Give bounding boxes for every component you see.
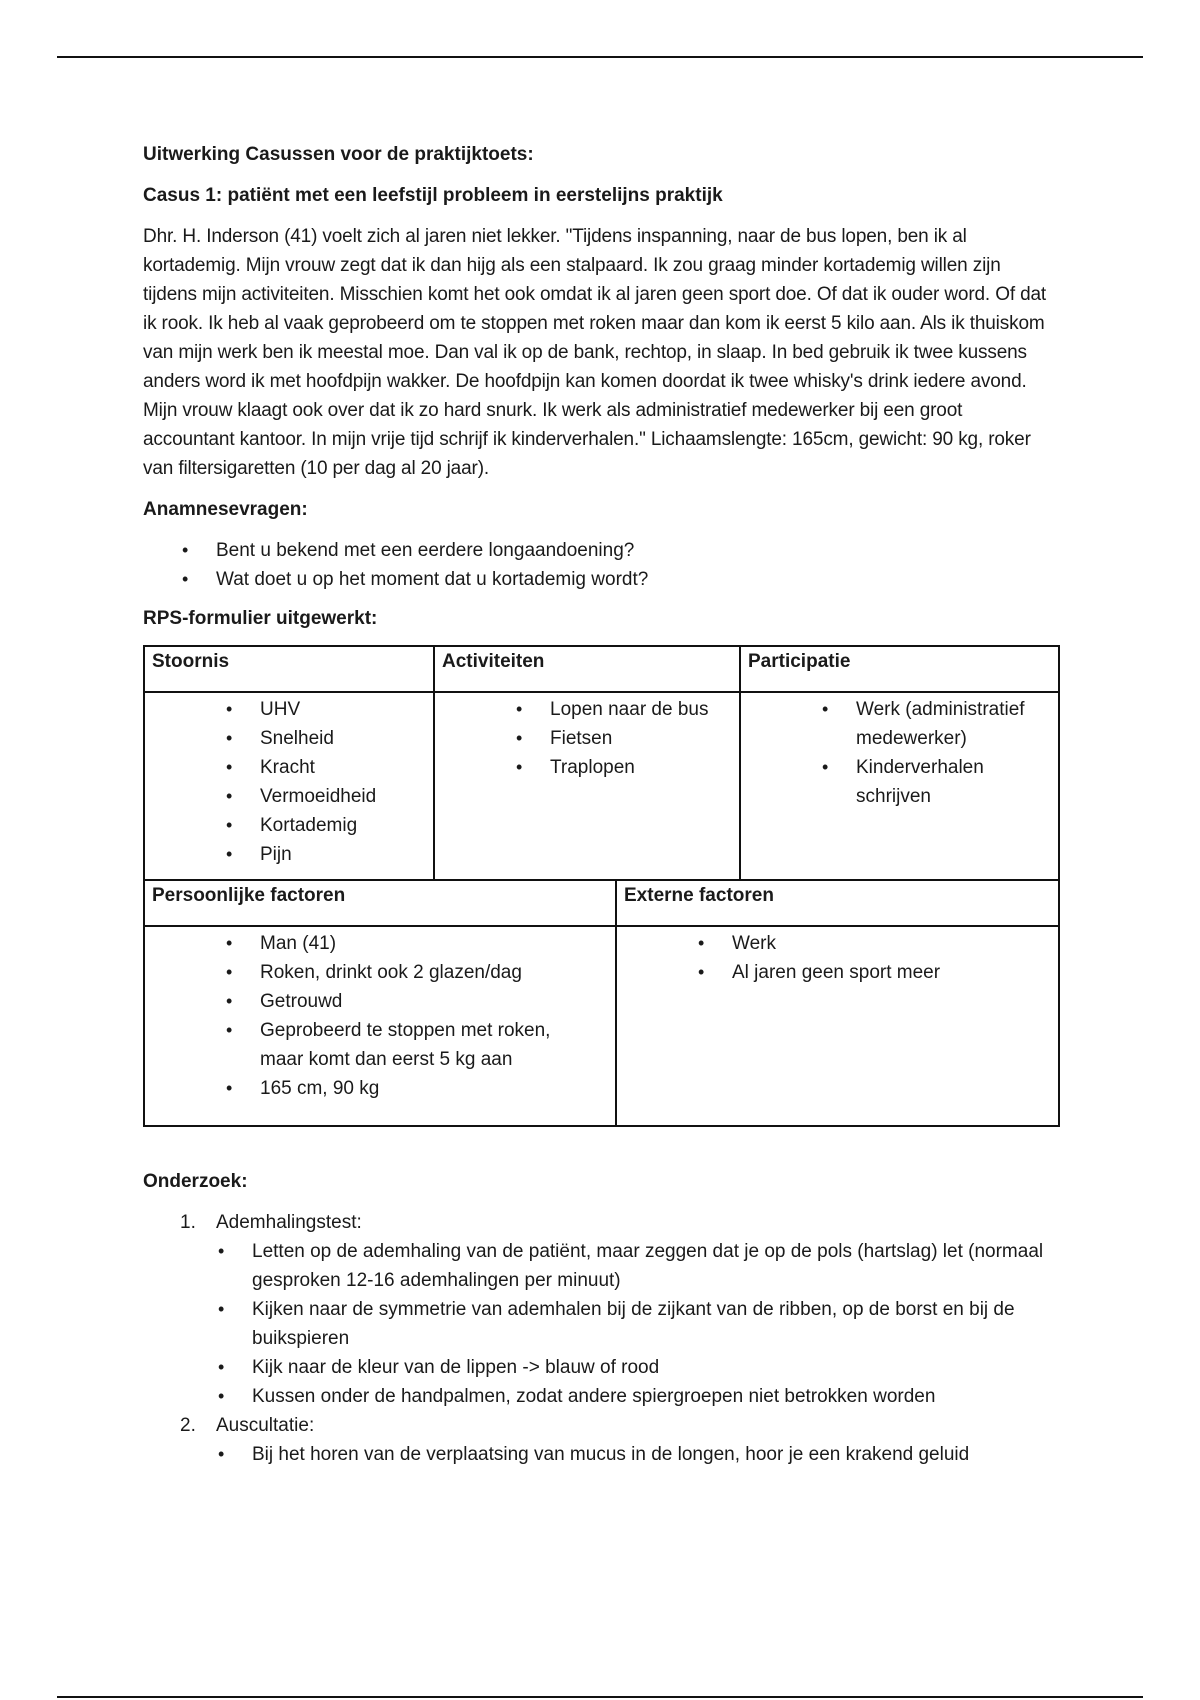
step-points xyxy=(216,1237,1058,1411)
list-item: • Bij het horen van de verplaatsing van mucus in de longen, hoor je een krakend geluid xyxy=(252,1440,1058,1469)
activiteiten-list xyxy=(442,695,732,782)
list-item: • Kijk naar de kleur van de lippen -> blauw of rood xyxy=(252,1353,1058,1382)
stoornis-cell xyxy=(144,692,434,880)
list-item: • Kracht xyxy=(260,753,426,782)
externe-factoren-cell xyxy=(616,926,1059,1126)
step-title: Ademhalingstest: xyxy=(216,1212,362,1233)
list-item: • Man (41) xyxy=(260,929,578,958)
list-item: • Snelheid xyxy=(260,724,426,753)
list-item: • Fietsen xyxy=(550,724,732,753)
header-rule xyxy=(57,56,1143,58)
list-item: • Roken, drinkt ook 2 glazen/dag xyxy=(260,958,578,987)
list-item: • Kijken naar de symmetrie van ademhalen bij de zijkant van de ribben, op de borst en bij de buikspieren xyxy=(252,1295,1058,1353)
list-item: • Getrouwd xyxy=(260,987,578,1016)
document-title: Uitwerking Casussen voor de praktijktoets: xyxy=(143,144,534,165)
step-item xyxy=(143,1411,1058,1469)
list-item: • 165 cm, 90 kg xyxy=(260,1074,578,1103)
list-item: • Bent u bekend met een eerdere longaandoening? xyxy=(216,536,1058,565)
participatie-list xyxy=(748,695,1051,811)
persoonlijke-factoren-header: Persoonlijke factoren xyxy=(144,880,616,926)
participatie-header: Participatie xyxy=(740,646,1059,692)
list-item: • Al jaren geen sport meer xyxy=(732,958,1051,987)
list-item: • Vermoeidheid xyxy=(260,782,426,811)
list-item: • Geprobeerd te stoppen met roken, maar komt dan eerst 5 kg aan xyxy=(260,1016,578,1074)
step-number: 1. xyxy=(180,1212,196,1233)
anamnese-heading: Anamnesevragen: xyxy=(143,499,308,520)
participatie-cell xyxy=(740,692,1059,880)
rps-table-bottom xyxy=(143,879,1060,1127)
anamnese-list xyxy=(143,536,1058,594)
step-title: Auscultatie: xyxy=(216,1415,315,1436)
document-body xyxy=(143,140,1058,1469)
list-item: • Werk xyxy=(732,929,1051,958)
activiteiten-header: Activiteiten xyxy=(434,646,740,692)
step-item xyxy=(143,1208,1058,1411)
persoonlijke-factoren-cell xyxy=(144,926,616,1126)
list-item: • Kinderverhalen schrijven xyxy=(856,753,1051,811)
rps-heading: RPS-formulier uitgewerkt: xyxy=(143,608,378,629)
list-item: • Kussen onder de handpalmen, zodat andere spiergroepen niet betrokken worden xyxy=(252,1382,1058,1411)
externe-factoren-list xyxy=(624,929,1051,987)
case-description: Dhr. H. Inderson (41) voelt zich al jaren niet lekker. "Tijdens inspanning, naar de bus lopen, ben ik al kortademig. Mijn vrouw zegt dat ik dan hijg als een stalpaard. Ik zou graag minder kortademig willen zijn tijdens mijn activiteiten. Misschien komt het ook omdat ik al jaren geen sport doe. Of dat ik ouder word. Of dat ik rook. Ik heb al vaak geprobeerd om te stoppen met roken maar dan kom ik eerst 5 kilo aan. Als ik thuiskom van mijn werk ben ik meestal moe. Dan val ik op de bank, rechtop, in slaap. In bed gebruik ik twee kussens anders word ik met hoofdpijn wakker. De hoofdpijn kan komen doordat ik twee whisky's drink iedere avond. Mijn vrouw klaagt ook over dat ik zo hard snurk. Ik werk als administratief medewerker bij een groot accountant kantoor. In mijn vrije tijd schrijf ik kinderverhalen." Lichaamslengte: 165cm, gewicht: 90 kg, roker van filtersigaretten (10 per dag al 20 jaar). xyxy=(143,226,1047,479)
step-number: 2. xyxy=(180,1415,196,1436)
externe-factoren-header: Externe factoren xyxy=(616,880,1059,926)
persoonlijke-factoren-list xyxy=(152,929,608,1103)
list-item: • Kortademig xyxy=(260,811,426,840)
stoornis-list xyxy=(152,695,426,869)
list-item: • Letten op de ademhaling van de patiënt, maar zeggen dat je op de pols (hartslag) let (normaal gesproken 12-16 ademhalingen per minuut) xyxy=(252,1237,1058,1295)
step-points xyxy=(216,1440,1058,1469)
onderzoek-steps xyxy=(143,1208,1058,1469)
activiteiten-cell xyxy=(434,692,740,880)
footer-rule xyxy=(57,1696,1143,1698)
onderzoek-heading: Onderzoek: xyxy=(143,1171,248,1192)
list-item: • Wat doet u op het moment dat u kortademig wordt? xyxy=(216,565,1058,594)
list-item: • Lopen naar de bus xyxy=(550,695,732,724)
list-item: • UHV xyxy=(260,695,426,724)
list-item: • Werk (administratief medewerker) xyxy=(856,695,1051,753)
list-item: • Traplopen xyxy=(550,753,732,782)
case-title: Casus 1: patiënt met een leefstijl probleem in eerstelijns praktijk xyxy=(143,185,723,206)
list-item: • Pijn xyxy=(260,840,426,869)
stoornis-header: Stoornis xyxy=(144,646,434,692)
rps-table-top xyxy=(143,645,1060,881)
